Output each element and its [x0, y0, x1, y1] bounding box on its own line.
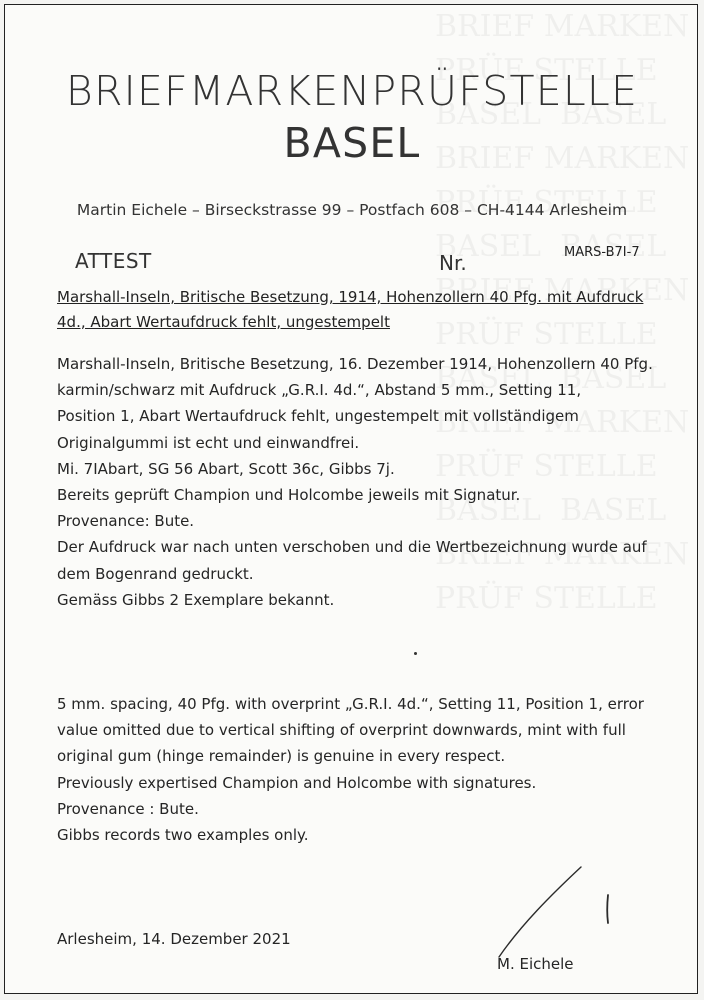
text-line: Gemäss Gibbs 2 Exemplare bekannt.	[57, 590, 335, 609]
text-line: Provenance : Bute.	[57, 799, 199, 818]
text-line: Der Aufdruck war nach unten verschoben und die Wertbezeichnung wurde auf	[57, 538, 647, 557]
text-line: Originalgummi ist echt und einwandfrei.	[57, 433, 360, 452]
letterhead-address: Martin Eichele – Birseckstrasse 99 – Postfach 608 – CH-4144 Arlesheim	[76, 201, 628, 219]
signer-name: M. Eichele	[497, 955, 574, 973]
text-line: Marshall-Inseln, Britische Besetzung, 16. Dezember 1914, Hohenzollern 40 Pfg.	[57, 355, 653, 373]
ink-dot	[414, 652, 417, 655]
certificate-subject	[57, 285, 657, 334]
certificate-page	[4, 4, 698, 994]
subject-line: 4d., Abart Wertaufdruck fehlt, ungestempelt	[57, 312, 390, 331]
text-line: Provenance: Bute.	[57, 512, 195, 531]
german-description	[57, 351, 677, 613]
text-line: Position 1, Abart Wertaufdruck fehlt, ungestempelt mit vollständigem	[57, 407, 579, 426]
text-line: Mi. 7IAbart, SG 56 Abart, Scott 36c, Gibbs 7j.	[57, 459, 395, 478]
handwritten-signature	[491, 865, 621, 965]
place-and-date: Arlesheim, 14. Dezember 2021	[57, 930, 291, 948]
text-line: original gum (hinge remainder) is genuine in every respect.	[57, 747, 506, 766]
text-line: dem Bogenrand gedruckt.	[57, 564, 254, 583]
letterhead-city: BASEL	[283, 119, 421, 167]
text-line: Gibbs records two examples only.	[57, 826, 309, 845]
text-line: karmin/schwarz mit Aufdruck „G.R.I. 4d.“, Abstand 5 mm., Setting 11,	[57, 381, 582, 400]
text-line: value omitted due to vertical shifting of overprint downwards, mint with full	[57, 721, 626, 740]
text-line: Bereits geprüft Champion und Holcombe jeweils mit Signatur.	[57, 486, 521, 505]
attest-label: ATTEST	[75, 249, 152, 273]
english-description	[57, 691, 677, 848]
letterhead-title: BRIEFMARKENPRÜFSTELLE	[65, 67, 639, 115]
number-label: Nr.	[439, 251, 467, 275]
text-line: 5 mm. spacing, 40 Pfg. with overprint „G.R.I. 4d.“, Setting 11, Position 1, error	[57, 695, 644, 713]
subject-line: Marshall-Inseln, Britische Besetzung, 1914, Hohenzollern 40 Pfg. mit Aufdruck	[57, 288, 644, 306]
certificate-reference: MARS-B7I-7	[564, 245, 640, 260]
text-line: Previously expertised Champion and Holcombe with signatures.	[57, 773, 537, 792]
